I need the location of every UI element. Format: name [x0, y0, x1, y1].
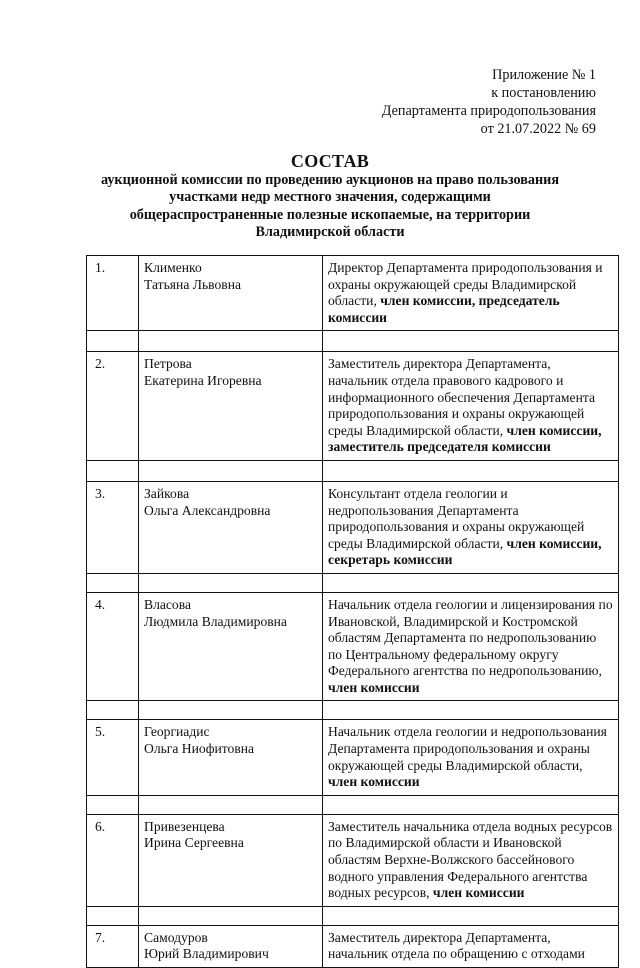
spacer-cell — [323, 701, 619, 720]
member-surname: Петрова — [144, 356, 192, 372]
row-spacer — [87, 906, 619, 925]
member-role-status: член комиссии — [328, 774, 420, 790]
table-row — [87, 256, 619, 331]
member-role — [323, 814, 619, 906]
member-given-name: Ольга Александровна — [144, 502, 271, 518]
member-given-name: Татьяна Львовна — [144, 276, 242, 292]
appendix-line: Приложение № 1 — [492, 67, 596, 83]
spacer-cell — [323, 460, 619, 481]
spacer-cell — [87, 460, 139, 481]
spacer-cell — [323, 906, 619, 925]
table-row — [87, 592, 619, 701]
member-role — [323, 925, 619, 967]
member-surname: Самодуров — [144, 929, 208, 945]
title-line: аукционной комиссии по проведению аукционов на право пользования — [100, 172, 560, 188]
member-number: 7. — [87, 925, 139, 967]
spacer-cell — [139, 701, 323, 720]
members-table — [86, 255, 619, 968]
row-spacer — [87, 701, 619, 720]
member-surname: Зайкова — [144, 485, 190, 501]
member-number: 4. — [87, 592, 139, 701]
member-name — [139, 352, 323, 461]
member-name — [139, 925, 323, 967]
member-role — [323, 256, 619, 331]
appendix-line: от 21.07.2022 № 69 — [480, 121, 596, 137]
member-role — [323, 592, 619, 701]
spacer-cell — [87, 906, 139, 925]
member-surname: Привезенцева — [144, 818, 225, 834]
member-role-status: член комиссии, председатель комиссии — [328, 293, 560, 325]
title-line: общераспространенные полезные ископаемые, на территории — [129, 206, 531, 223]
member-role — [323, 720, 619, 795]
member-name — [139, 481, 323, 573]
member-role-text: Начальник отдела геологии и лицензирования по Ивановской, Владимирской и Костромской областям Департамента по недропользованию по Центральному федеральному округу Федерального агентства по недропользованию, — [328, 596, 613, 679]
member-surname: Георгиадис — [144, 724, 210, 740]
table-row — [87, 720, 619, 795]
member-role-text: Заместитель директора Департамента, начальник отдела по обращению с отходами — [328, 929, 585, 962]
member-surname: Власова — [144, 596, 191, 612]
member-number: 5. — [87, 720, 139, 795]
table-row — [87, 925, 619, 967]
member-number: 3. — [87, 481, 139, 573]
members-table-body — [87, 256, 619, 968]
member-number: 6. — [87, 814, 139, 906]
member-given-name: Екатерина Игоревна — [144, 372, 262, 388]
row-spacer — [87, 331, 619, 352]
table-row — [87, 481, 619, 573]
member-surname: Клименко — [144, 260, 202, 275]
row-spacer — [87, 795, 619, 814]
spacer-cell — [323, 795, 619, 814]
member-role — [323, 481, 619, 573]
member-number: 1. — [87, 256, 139, 331]
member-given-name: Людмила Владимировна — [144, 613, 287, 629]
row-spacer — [87, 460, 619, 481]
title-main: СОСТАВ — [290, 151, 370, 171]
member-given-name: Ирина Сергеевна — [144, 835, 244, 851]
member-role-text: Заместитель начальника отдела водных ресурсов по Владимирской области и Ивановской областям Верхне-Волжского бассейнового водного управления Федерального агентства водных ресурсов, — [328, 818, 613, 901]
appendix-line: к постановлению — [491, 85, 596, 101]
member-name — [139, 814, 323, 906]
spacer-cell — [87, 573, 139, 592]
title-line: Владимирской области — [255, 224, 405, 241]
member-role-status: член комиссии — [432, 885, 525, 901]
appendix-line: Департамента природопользования — [381, 103, 596, 119]
member-number: 2. — [87, 352, 139, 461]
member-role-text: Начальник отдела геологии и недропользования Департамента природопользования и охраны окружающей среды Владимирской области, — [328, 724, 607, 773]
spacer-cell — [87, 331, 139, 352]
member-role-text: Директор Департамента природопользования и охраны окружающей среды Владимирской области, — [328, 260, 603, 309]
member-role-text: Заместитель директора Департамента, начальник отдела правового кадрового и информационного обеспечения Департамента природопользования и охраны окружающей среды Владимирской области, — [328, 356, 595, 438]
table-row — [87, 352, 619, 461]
spacer-cell — [323, 331, 619, 352]
member-name — [139, 592, 323, 701]
title-line: участками недр местного значения, содержащими — [169, 189, 491, 206]
spacer-cell — [139, 795, 323, 814]
appendix-header — [336, 66, 596, 138]
spacer-cell — [139, 331, 323, 352]
member-given-name: Ольга Ниофитовна — [144, 741, 255, 757]
spacer-cell — [139, 460, 323, 481]
table-row — [87, 814, 619, 906]
member-role-status: член комиссии, секретарь комиссии — [328, 535, 602, 568]
member-name — [139, 256, 323, 331]
spacer-cell — [323, 573, 619, 592]
spacer-cell — [87, 795, 139, 814]
spacer-cell — [87, 701, 139, 720]
member-given-name: Юрий Владимирович — [144, 946, 269, 962]
member-role — [323, 352, 619, 461]
member-name — [139, 720, 323, 795]
document-title — [60, 150, 600, 242]
member-role-text: Консультант отдела геологии и недропользования Департамента природопользования и охраны окружающей среды Владимирской области, — [328, 485, 585, 551]
spacer-cell — [139, 906, 323, 925]
member-role-status: член комиссии, заместитель председателя комиссии — [328, 422, 602, 455]
row-spacer — [87, 573, 619, 592]
member-role-status: член комиссии — [328, 679, 420, 695]
spacer-cell — [139, 573, 323, 592]
